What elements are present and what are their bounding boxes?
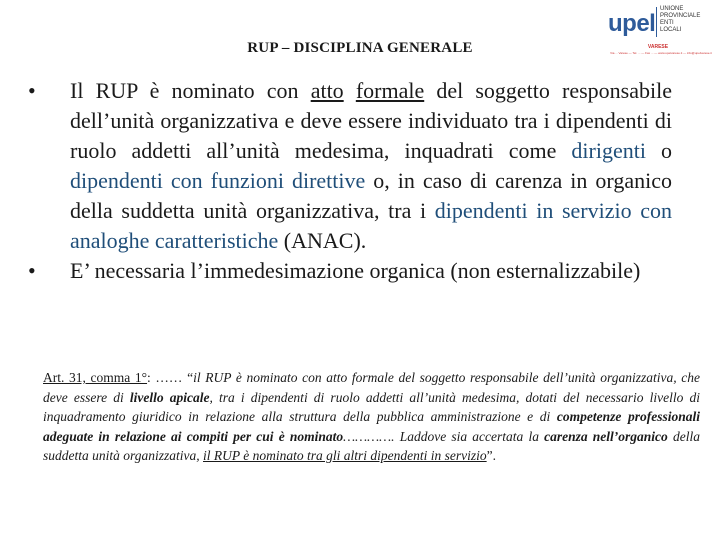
note-run: : …… “ — [147, 370, 194, 385]
text-run: (ANAC). — [278, 228, 367, 253]
highlighted-term: dirigenti — [571, 138, 646, 163]
note-bold-run: livello apicale — [129, 389, 210, 405]
logo-wordmark: upel — [608, 10, 656, 37]
note-run: della suddetta unità organizzativa, — [43, 428, 700, 463]
bullet-item-nomination — [28, 76, 672, 256]
article-reference: Art. 31, comma 1° — [43, 370, 148, 385]
underlined-term: atto — [310, 78, 344, 103]
highlighted-term: dipendenti con funzioni direttive — [70, 168, 366, 193]
text-run: o, in caso di carenza in organico della suddetta unità organizzativa, tra i — [70, 168, 672, 223]
logo-city: VARESE — [647, 44, 669, 50]
note-underlined-run: il RUP è nominato tra gli altri dipendenti in servizio — [203, 448, 487, 463]
text-run: Il RUP è nominato con — [70, 78, 311, 103]
text-run: del soggetto responsabile dell’unità organizzativa e deve essere individuato tra i dipendenti di ruolo addetti all’unità medesima, inquadrati come — [70, 78, 672, 163]
logo-fine-print: Via ... Varese — Tel. ... — Fax ... — www.upelvarese.it — info@upelvarese.it — [610, 51, 712, 55]
logo-subtitle: UNIONE PROVINCIALE ENTI LOCALI — [660, 6, 701, 33]
note-run: . Laddove sia accertata la — [391, 428, 545, 444]
upel-logo — [606, 4, 716, 66]
highlighted-term: dipendenti in servizio con analoghe caratteristiche — [70, 198, 672, 253]
bullet-list — [28, 76, 672, 286]
underlined-term: formale — [355, 78, 425, 103]
note-run: il RUP è nominato con atto formale del soggetto responsabile dell’unità organizzativa, che deve essere di — [43, 370, 700, 405]
bullet-item-immedesimazione — [28, 256, 672, 286]
text-run — [344, 78, 356, 103]
text-run: E’ necessaria l’immedesimazione organica (non esternalizzabile) — [70, 258, 641, 283]
slide-title: RUP – DISCIPLINA GENERALE — [247, 40, 473, 56]
note-bold-run: competenze professionali adeguate in relazione ai compiti per cui è nominato — [43, 409, 700, 444]
note-run: , tra i dipendenti di ruolo addetti all’unità medesima, dotati del necessario livello di inquadramento giuridico in relazione alla struttura della pubblica amministrazione e di — [43, 389, 701, 424]
note-run: ………… — [343, 428, 392, 444]
legal-reference-note — [43, 368, 700, 466]
logo-divider — [656, 7, 657, 37]
note-bold-run: carenza nell’organico — [544, 428, 668, 444]
note-run: ”. — [486, 448, 497, 463]
text-run: o — [645, 138, 672, 163]
